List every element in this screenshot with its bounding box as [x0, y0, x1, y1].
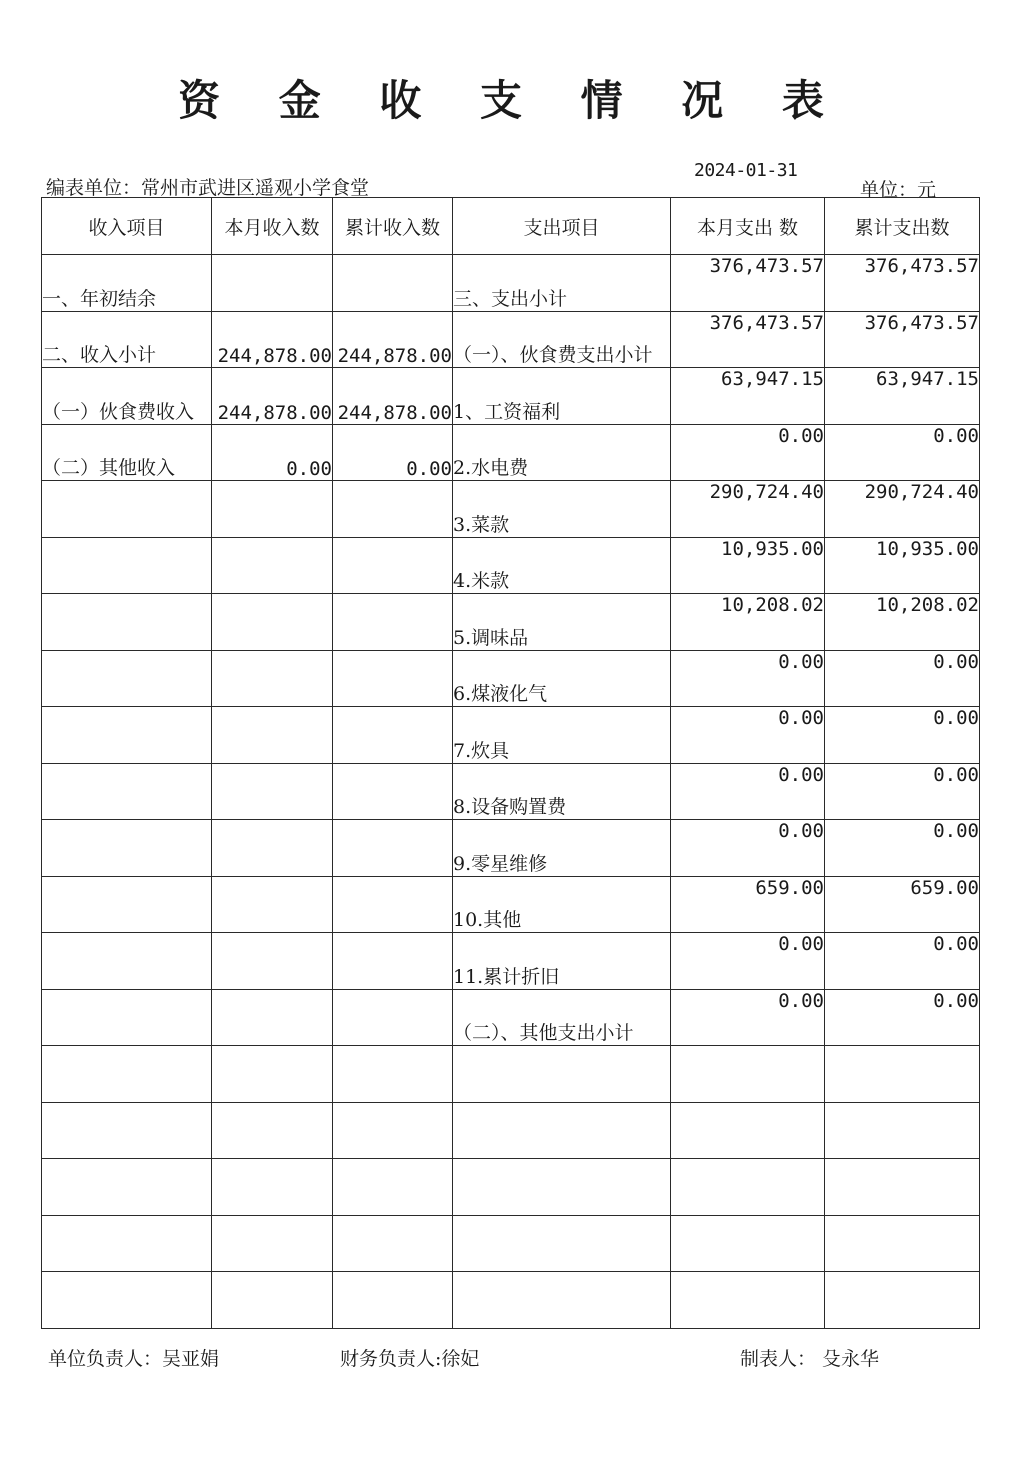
expense-item-cell: 2.水电费: [453, 424, 671, 481]
expense-month-cell: 0.00: [671, 424, 825, 481]
expense-item-cell: （一）、伙食费支出小计: [453, 311, 671, 368]
expense-month-cell: 290,724.40: [671, 481, 825, 538]
income-month-cell: [212, 1159, 333, 1216]
income-item-cell: [42, 1159, 212, 1216]
expense-month-cell: [671, 1159, 825, 1216]
income-month-cell: [212, 255, 333, 312]
income-expense-table: [41, 197, 980, 1329]
income-total-cell: [333, 1272, 453, 1329]
income-total-cell: [333, 594, 453, 651]
unit-head-signature: 单位负责人：吴亚娟: [48, 1348, 220, 1370]
income-total-cell: [333, 1102, 453, 1159]
expense-month-cell: 0.00: [671, 933, 825, 990]
expense-item-cell: [453, 1272, 671, 1329]
income-month-cell: 244,878.00: [212, 311, 333, 368]
expense-total-cell: 63,947.15: [825, 368, 980, 425]
income-item-cell: [42, 707, 212, 764]
preparer-signature: 制表人： 殳永华: [740, 1348, 880, 1370]
income-month-cell: [212, 1215, 333, 1272]
expense-month-cell: 376,473.57: [671, 255, 825, 312]
expense-total-cell: 290,724.40: [825, 481, 980, 538]
col-header-expense-item: 支出项目: [453, 198, 671, 255]
expense-total-cell: 0.00: [825, 707, 980, 764]
expense-total-cell: [825, 1046, 980, 1103]
income-item-cell: 一、年初结余: [42, 255, 212, 312]
expense-month-cell: 63,947.15: [671, 368, 825, 425]
expense-total-cell: 376,473.57: [825, 311, 980, 368]
table-row: [42, 594, 980, 651]
expense-item-cell: 三、支出小计: [453, 255, 671, 312]
col-header-income-total: 累计收入数: [333, 198, 453, 255]
income-month-cell: [212, 820, 333, 877]
income-item-cell: [42, 1215, 212, 1272]
income-total-cell: [333, 481, 453, 538]
expense-item-cell: 9.零星维修: [453, 820, 671, 877]
income-month-cell: [212, 989, 333, 1046]
table-row: [42, 1102, 980, 1159]
expense-total-cell: 376,473.57: [825, 255, 980, 312]
expense-total-cell: 0.00: [825, 933, 980, 990]
expense-total-cell: 10,208.02: [825, 594, 980, 651]
col-header-expense-total: 累计支出数: [825, 198, 980, 255]
table-row: [42, 820, 980, 877]
table-row: [42, 650, 980, 707]
report-date: 2024-01-31: [694, 160, 798, 181]
expense-total-cell: [825, 1102, 980, 1159]
expense-month-cell: [671, 1046, 825, 1103]
table-row: [42, 1215, 980, 1272]
income-item-cell: [42, 1102, 212, 1159]
col-header-income-item: 收入项目: [42, 198, 212, 255]
table-row: [42, 707, 980, 764]
table-row: [42, 368, 980, 425]
income-month-cell: [212, 1272, 333, 1329]
table-row: [42, 989, 980, 1046]
income-total-cell: [333, 255, 453, 312]
income-month-cell: [212, 876, 333, 933]
income-month-cell: 0.00: [212, 424, 333, 481]
col-header-income-month: 本月收入数: [212, 198, 333, 255]
expense-month-cell: [671, 1215, 825, 1272]
income-item-cell: [42, 820, 212, 877]
expense-item-cell: 11.累计折旧: [453, 933, 671, 990]
expense-month-cell: 0.00: [671, 650, 825, 707]
income-item-cell: 二、收入小计: [42, 311, 212, 368]
expense-total-cell: [825, 1272, 980, 1329]
income-month-cell: 244,878.00: [212, 368, 333, 425]
table-row: [42, 763, 980, 820]
expense-month-cell: [671, 1102, 825, 1159]
table-header-row: [42, 198, 980, 255]
income-item-cell: [42, 481, 212, 538]
income-item-cell: [42, 650, 212, 707]
expense-total-cell: 659.00: [825, 876, 980, 933]
table-row: [42, 1046, 980, 1103]
income-item-cell: （二）其他收入: [42, 424, 212, 481]
expense-month-cell: [671, 1272, 825, 1329]
expense-item-cell: 10.其他: [453, 876, 671, 933]
income-total-cell: [333, 707, 453, 764]
expense-total-cell: 10,935.00: [825, 537, 980, 594]
table-row: [42, 481, 980, 538]
income-month-cell: [212, 537, 333, 594]
expense-item-cell: 8.设备购置费: [453, 763, 671, 820]
expense-item-cell: 4.米款: [453, 537, 671, 594]
table-row: [42, 1159, 980, 1216]
col-header-expense-month: 本月支出 数: [671, 198, 825, 255]
finance-head-signature: 财务负责人:徐妃: [340, 1348, 480, 1370]
income-total-cell: [333, 537, 453, 594]
expense-item-cell: 5.调味品: [453, 594, 671, 651]
income-total-cell: [333, 876, 453, 933]
expense-item-cell: （二）、其他支出小计: [453, 989, 671, 1046]
income-item-cell: [42, 537, 212, 594]
income-item-cell: [42, 989, 212, 1046]
income-total-cell: 0.00: [333, 424, 453, 481]
income-month-cell: [212, 594, 333, 651]
income-month-cell: [212, 707, 333, 764]
table-body: [42, 255, 980, 1329]
expense-month-cell: 0.00: [671, 763, 825, 820]
expense-total-cell: 0.00: [825, 820, 980, 877]
income-item-cell: [42, 933, 212, 990]
income-item-cell: [42, 1272, 212, 1329]
table-row: [42, 311, 980, 368]
income-month-cell: [212, 933, 333, 990]
table-row: [42, 424, 980, 481]
table-row: [42, 537, 980, 594]
table-row: [42, 1272, 980, 1329]
expense-total-cell: 0.00: [825, 763, 980, 820]
expense-item-cell: 1、工资福利: [453, 368, 671, 425]
expense-item-cell: 7.炊具: [453, 707, 671, 764]
income-total-cell: [333, 933, 453, 990]
income-item-cell: [42, 763, 212, 820]
income-total-cell: [333, 650, 453, 707]
currency-unit: 单位：元: [860, 179, 937, 201]
expense-total-cell: [825, 1215, 980, 1272]
expense-total-cell: 0.00: [825, 424, 980, 481]
income-month-cell: [212, 481, 333, 538]
expense-item-cell: [453, 1159, 671, 1216]
income-total-cell: [333, 763, 453, 820]
income-total-cell: [333, 1159, 453, 1216]
expense-item-cell: 3.菜款: [453, 481, 671, 538]
income-item-cell: （一）伙食费收入: [42, 368, 212, 425]
income-month-cell: [212, 1046, 333, 1103]
compiling-unit-name: 常州市武进区遥观小学食堂: [141, 177, 370, 199]
income-month-cell: [212, 650, 333, 707]
expense-total-cell: 0.00: [825, 989, 980, 1046]
income-item-cell: [42, 1046, 212, 1103]
income-total-cell: 244,878.00: [333, 311, 453, 368]
income-month-cell: [212, 763, 333, 820]
expense-month-cell: 0.00: [671, 707, 825, 764]
expense-total-cell: [825, 1159, 980, 1216]
income-total-cell: [333, 989, 453, 1046]
page-title: 资 金 收 支 情 况 表: [178, 76, 846, 125]
expense-month-cell: 10,935.00: [671, 537, 825, 594]
expense-item-cell: [453, 1215, 671, 1272]
table-row: [42, 933, 980, 990]
expense-month-cell: 659.00: [671, 876, 825, 933]
compiling-unit: [46, 173, 369, 200]
income-item-cell: [42, 594, 212, 651]
table-row: [42, 876, 980, 933]
income-total-cell: 244,878.00: [333, 368, 453, 425]
income-total-cell: [333, 1046, 453, 1103]
expense-month-cell: 376,473.57: [671, 311, 825, 368]
income-month-cell: [212, 1102, 333, 1159]
income-total-cell: [333, 820, 453, 877]
expense-item-cell: [453, 1046, 671, 1103]
expense-month-cell: 10,208.02: [671, 594, 825, 651]
income-item-cell: [42, 876, 212, 933]
income-total-cell: [333, 1215, 453, 1272]
expense-item-cell: [453, 1102, 671, 1159]
table-row: [42, 255, 980, 312]
compiling-unit-label: 编表单位：: [46, 177, 142, 199]
expense-total-cell: 0.00: [825, 650, 980, 707]
expense-month-cell: 0.00: [671, 989, 825, 1046]
expense-month-cell: 0.00: [671, 820, 825, 877]
expense-item-cell: 6.煤液化气: [453, 650, 671, 707]
